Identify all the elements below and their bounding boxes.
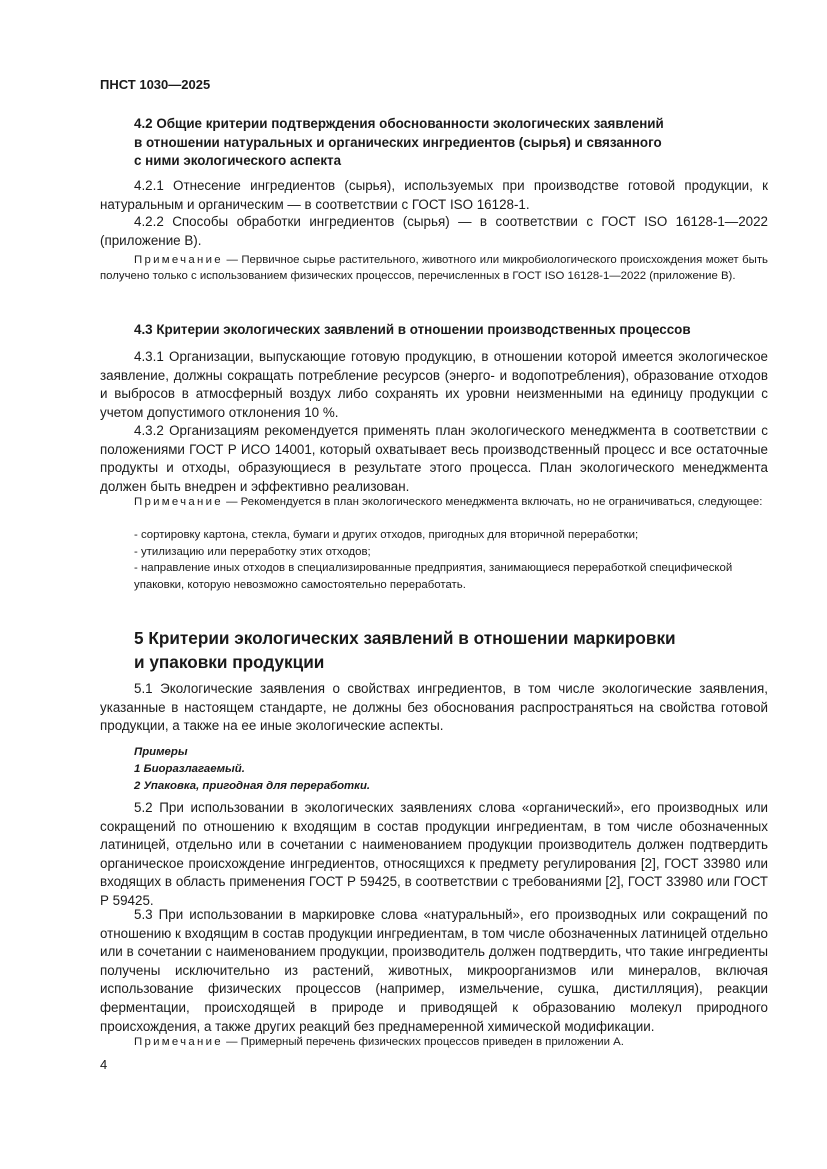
example-item: 2 Упаковка, пригодная для переработки.	[134, 779, 371, 792]
section-4-2-heading: 4.2 Общие критерии подтверждения обоснованности экологических заявлений в отношении натуральных и органических ингредиентов (сырья) и связанного с ними экологического аспекта	[134, 116, 664, 168]
note-4-3: Примечание — Рекомендуется в план экологического менеджмента включать, но не ограничиваться, следующее:	[134, 496, 763, 508]
examples-block	[134, 744, 802, 794]
note-5-3: Примечание — Примерный перечень физических процессов приведен в приложении А.	[134, 1036, 624, 1048]
paragraph-4-3-2: 4.3.2 Организациям рекомендуется применять план экологического менеджмента в соответствии с положениями ГОСТ Р ИСО 14001, который охватывает весь производственный процесс и все остаточные продукты и отходы, образующиеся в результате этого процесса. План экологического менеджмента должен быть внедрен и эффективно реализован.	[100, 423, 768, 494]
paragraph-5-1: 5.1 Экологические заявления о свойствах ингредиентов, в том числе экологические заявления, указанные в настоящем стандарте, не должны без обоснования распространяться на свойства готовой продукции, а также на ее иные экологические аспекты.	[100, 681, 768, 734]
document-code: ПНСТ 1030—2025	[100, 77, 211, 92]
paragraph-5-3: 5.3 При использовании в маркировке слова «натуральный», его производных или сокращений по отношению к входящим в состав продукции ингредиентам, в том числе обозначенных латиницей отдельно или в сочетании с наименованием продукции, производитель должен подтвердить, что такие ингредиенты получены исключительно из растений, животных, микроорганизмов или минералов, включая использование физических процессов (например, измельчение, сушка, дистилляция), реакции ферментации, происходящей в природе и приводящей к образованию молекул природного происхождения, а также других реакций без преднамеренной химической модификации.	[100, 907, 768, 1034]
note-label: Примечание	[134, 496, 223, 508]
note-4-3-list	[100, 527, 768, 593]
paragraph-4-2-1: 4.2.1 Отнесение ингредиентов (сырья), используемых при производстве готовой продукции, к натуральным и органическим — в соответствии с ГОСТ ISO 16128-1.	[100, 178, 768, 212]
list-item: - утилизацию или переработку этих отходов;	[134, 545, 371, 558]
note-4-2: Примечание — Первичное сырье растительного, животного или микробиологического происхождения может быть получено только с использованием физических процессов, перечисленных в ГОСТ ISO 16128-1—2022 (приложение В).	[100, 254, 768, 283]
section-5-heading: 5 Критерии экологических заявлений в отношении маркировки и упаковки продукции	[134, 628, 676, 672]
paragraph-4-2-2: 4.2.2 Способы обработки ингредиентов (сырья) — в соответствии с ГОСТ ISO 16128-1—2022 (приложение В).	[100, 214, 768, 248]
paragraph-5-2: 5.2 При использовании в экологических заявлениях слова «органический», его производных или сокращений по отношению к входящим в состав продукции ингредиентам, в том числе обозначенных латиницей, отдельно или в сочетании с наименованием продукции производитель должен подтвердить органическое происхождение ингредиентов, относящихся к предмету регулирования [2], ГОСТ 33980 или входящих в область применения ГОСТ Р 59425, в соответствии с требованиями [2], ГОСТ 33980 или ГОСТ Р 59425.	[100, 800, 768, 908]
note-label: Примечание	[134, 254, 223, 266]
list-item: - сортировку картона, стекла, бумаги и других отходов, пригодных для вторичной переработки;	[134, 529, 639, 541]
note-label: Примечание	[134, 1036, 223, 1048]
section-4-3-heading: 4.3 Критерии экологических заявлений в отношении производственных процессов	[134, 322, 691, 337]
list-item: - направление иных отходов в специализированные предприятия, занимающиеся переработкой специфической упаковки, которую невозможно самостоятельно переработать.	[134, 562, 733, 591]
page-number: 4	[100, 1057, 108, 1072]
example-item: 1 Биоразлагаемый.	[134, 762, 245, 775]
examples-title: Примеры	[134, 746, 188, 758]
paragraph-4-3-1: 4.3.1 Организации, выпускающие готовую продукцию, в отношении которой имеется экологическое заявление, должны сокращать потребление ресурсов (энерго- и водопотребления), образование отходов и выбросов в атмосферный воздух либо сохранять их уровни неизменными на единицу продукции с учетом допустимого отклонения 10 %.	[100, 349, 768, 420]
